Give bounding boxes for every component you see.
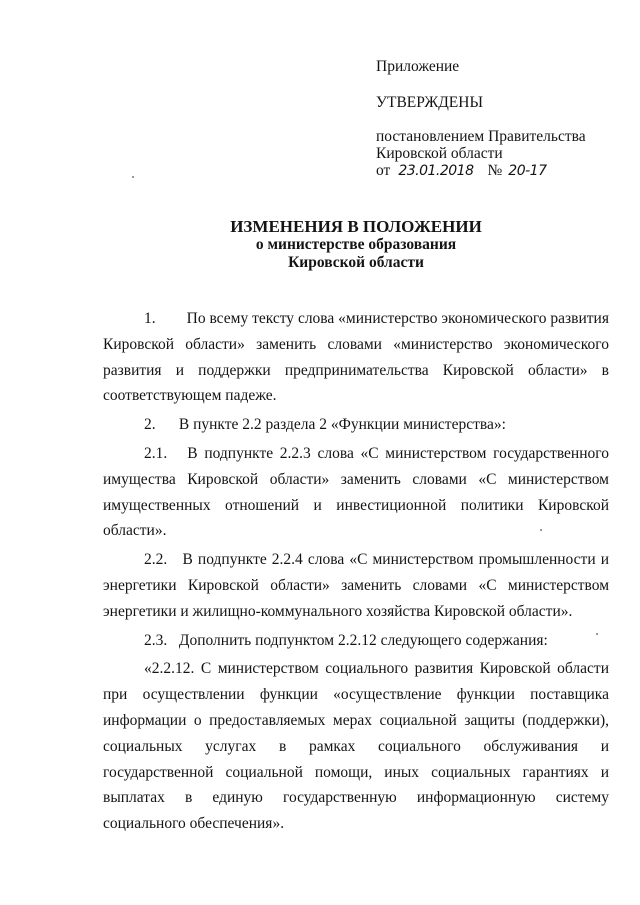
document-heading — [100, 218, 612, 272]
approval-block — [376, 58, 616, 180]
handwritten-date: 23.01.2018 — [398, 163, 474, 179]
approved-by-line-2: Кировской области — [376, 145, 503, 162]
date-prefix: от — [376, 162, 391, 179]
paragraph-2: 2. В пункте 2.2 раздела 2 «Функции министерства»: — [144, 416, 506, 434]
date-number-line — [376, 162, 616, 180]
paragraph-2-2-12: «2.2.12. С министерством социального развития Кировской области при осуществлении функции «осуществление функции поставщика информации о предоставляемых мерах социальной защиты (поддержки), социальных услугах в рамках социального обслуживания и государственной социальной помощи, иных социальных гарантиях и выплатах в единую государственную информационную систему социального обеспечения». — [103, 660, 609, 833]
appendix-label: Приложение — [376, 58, 460, 75]
heading-title: ИЗМЕНЕНИЯ В ПОЛОЖЕНИИ — [230, 217, 482, 236]
paragraph-2-3: 2.3. Дополнить подпунктом 2.2.12 следующего содержания: — [144, 631, 548, 649]
approved-label: УТВЕРЖДЕНЫ — [376, 94, 483, 111]
heading-subtitle-1: о министерстве образования — [255, 236, 457, 253]
paragraph-2-1: 2.1. В подпункте 2.2.3 слова «С министерством государственного имущества Кировской области» заменить словами «С министерством имущественных отношений и инвестиционной политики Кировской области». — [103, 444, 609, 540]
scan-speck — [132, 176, 134, 178]
handwritten-number: 20-17 — [508, 163, 547, 179]
paragraph-1: 1. По всему тексту слова «министерство экономического развития Кировской области» заменить словами «министерство экономического развития и поддержки предпринимательства Кировской области» в соответствующем падеже. — [103, 310, 609, 405]
scan-speck — [540, 529, 542, 531]
heading-subtitle-2: Кировской области — [288, 254, 424, 271]
approved-by-line-1: постановлением Правительства — [376, 128, 586, 145]
document-body — [103, 306, 609, 837]
scan-speck — [596, 633, 598, 635]
paragraph-2-2: 2.2. В подпункте 2.2.4 слова «С министерством промышленности и энергетики Кировской области» заменить словами «С министерством энергетики и жилищно-коммунального хозяйства Кировской области». — [103, 551, 609, 620]
number-prefix: № — [487, 162, 503, 179]
